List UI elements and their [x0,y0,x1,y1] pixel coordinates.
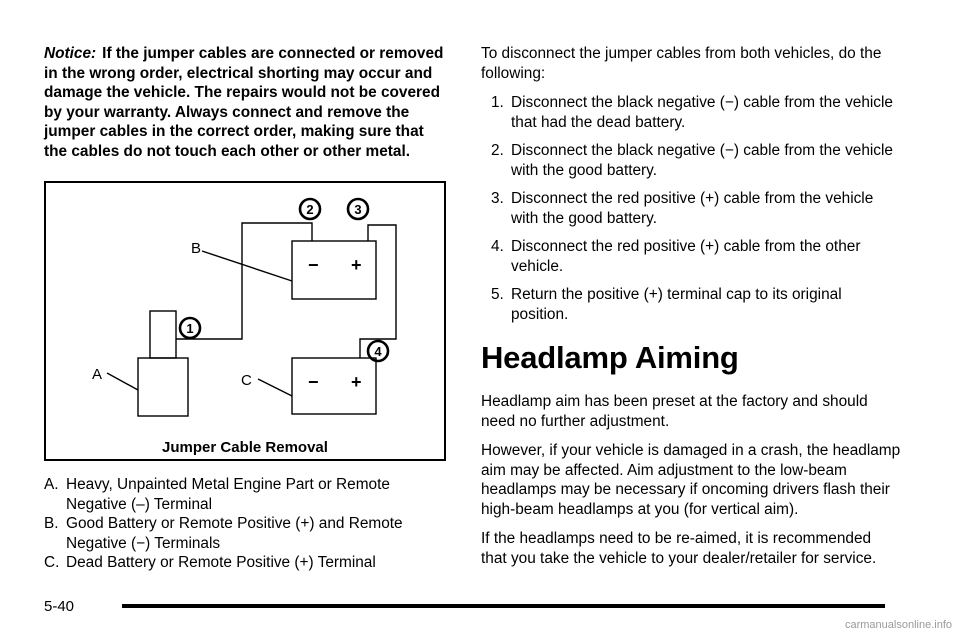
engine-clamp-shape [150,311,176,358]
callout-3 [348,199,368,219]
step-item: 4. Disconnect the red positive (+) cable from the other vehicle. [491,238,861,275]
right-column [481,44,901,578]
figure-legend [44,475,448,573]
engine-part-shape [138,358,188,416]
disconnect-intro: To disconnect the jumper cables from both vehicles, do the following: [481,45,882,82]
jumper-cable-diagram [44,181,446,461]
legend-entry-b: B. Good Battery or Remote Positive (+) and Remote Negative (−) Terminals [44,515,403,552]
leader-a [107,373,138,390]
footer-rule [122,604,885,608]
step-item: 3. Disconnect the red positive (+) cable from the vehicle with the good battery. [491,190,874,227]
svg-text:2: 2 [306,202,314,217]
step-item: 5. Return the positive (+) terminal cap to its original position. [491,286,842,323]
svg-text:1: 1 [186,321,194,336]
notice-label: Notice: [44,45,97,62]
callout-1 [180,318,200,338]
label-a: A [92,366,103,383]
callout-4 [368,341,388,361]
section-heading: Headlamp Aiming [481,340,739,375]
positive-cable-line [360,225,396,358]
good-battery-minus: − [308,255,319,275]
left-column [44,44,448,573]
notice-text: If the jumper cables are connected or removed in the wrong order, electrical shorting may occur and damage the vehicle. The repairs would not be covered by your warranty. Always connect and remove the jumper cables in the correct order, making sure that the cables do not touch each other or other metal. [44,45,444,160]
svg-text:3: 3 [354,202,362,217]
headlamp-paragraph-3: If the headlamps need to be re-aimed, it is recommended that you take the vehicle to your dealer/retailer for service. [481,530,877,567]
leader-b [202,251,292,281]
disconnect-steps [481,93,901,324]
callout-2 [300,199,320,219]
label-c: C [241,372,252,389]
svg-text:4: 4 [374,344,382,359]
headlamp-paragraph-1: Headlamp aim has been preset at the factory and should need no further adjustment. [481,393,868,430]
watermark: carmanualsonline.info [844,619,952,631]
page-number: 5-40 [44,598,75,615]
diagram-svg [46,183,448,463]
good-battery-plus: + [351,255,362,275]
step-item: 1. Disconnect the black negative (−) cable from the vehicle that had the dead battery. [491,94,893,131]
dead-battery-shape [292,358,376,414]
legend-entry-a: A. Heavy, Unpainted Metal Engine Part or Remote Negative (–) Terminal [44,476,390,513]
notice-paragraph [44,44,448,161]
figure-caption: Jumper Cable Removal [162,439,328,456]
step-item: 2. Disconnect the black negative (−) cable from the vehicle with the good battery. [491,142,893,179]
label-b: B [191,240,202,257]
good-battery-shape [292,241,376,299]
headlamp-paragraph-2: However, if your vehicle is damaged in a crash, the headlamp aim may be affected. Aim adjustment to the low-beam headlamps may be necessary if oncoming drivers flash their high-beam headlamps at you (for vertical aim). [481,442,901,518]
leader-c [258,379,292,396]
dead-battery-plus: + [351,372,362,392]
legend-entry-c: C. Dead Battery or Remote Positive (+) Terminal [44,554,376,571]
dead-battery-minus: − [308,372,319,392]
